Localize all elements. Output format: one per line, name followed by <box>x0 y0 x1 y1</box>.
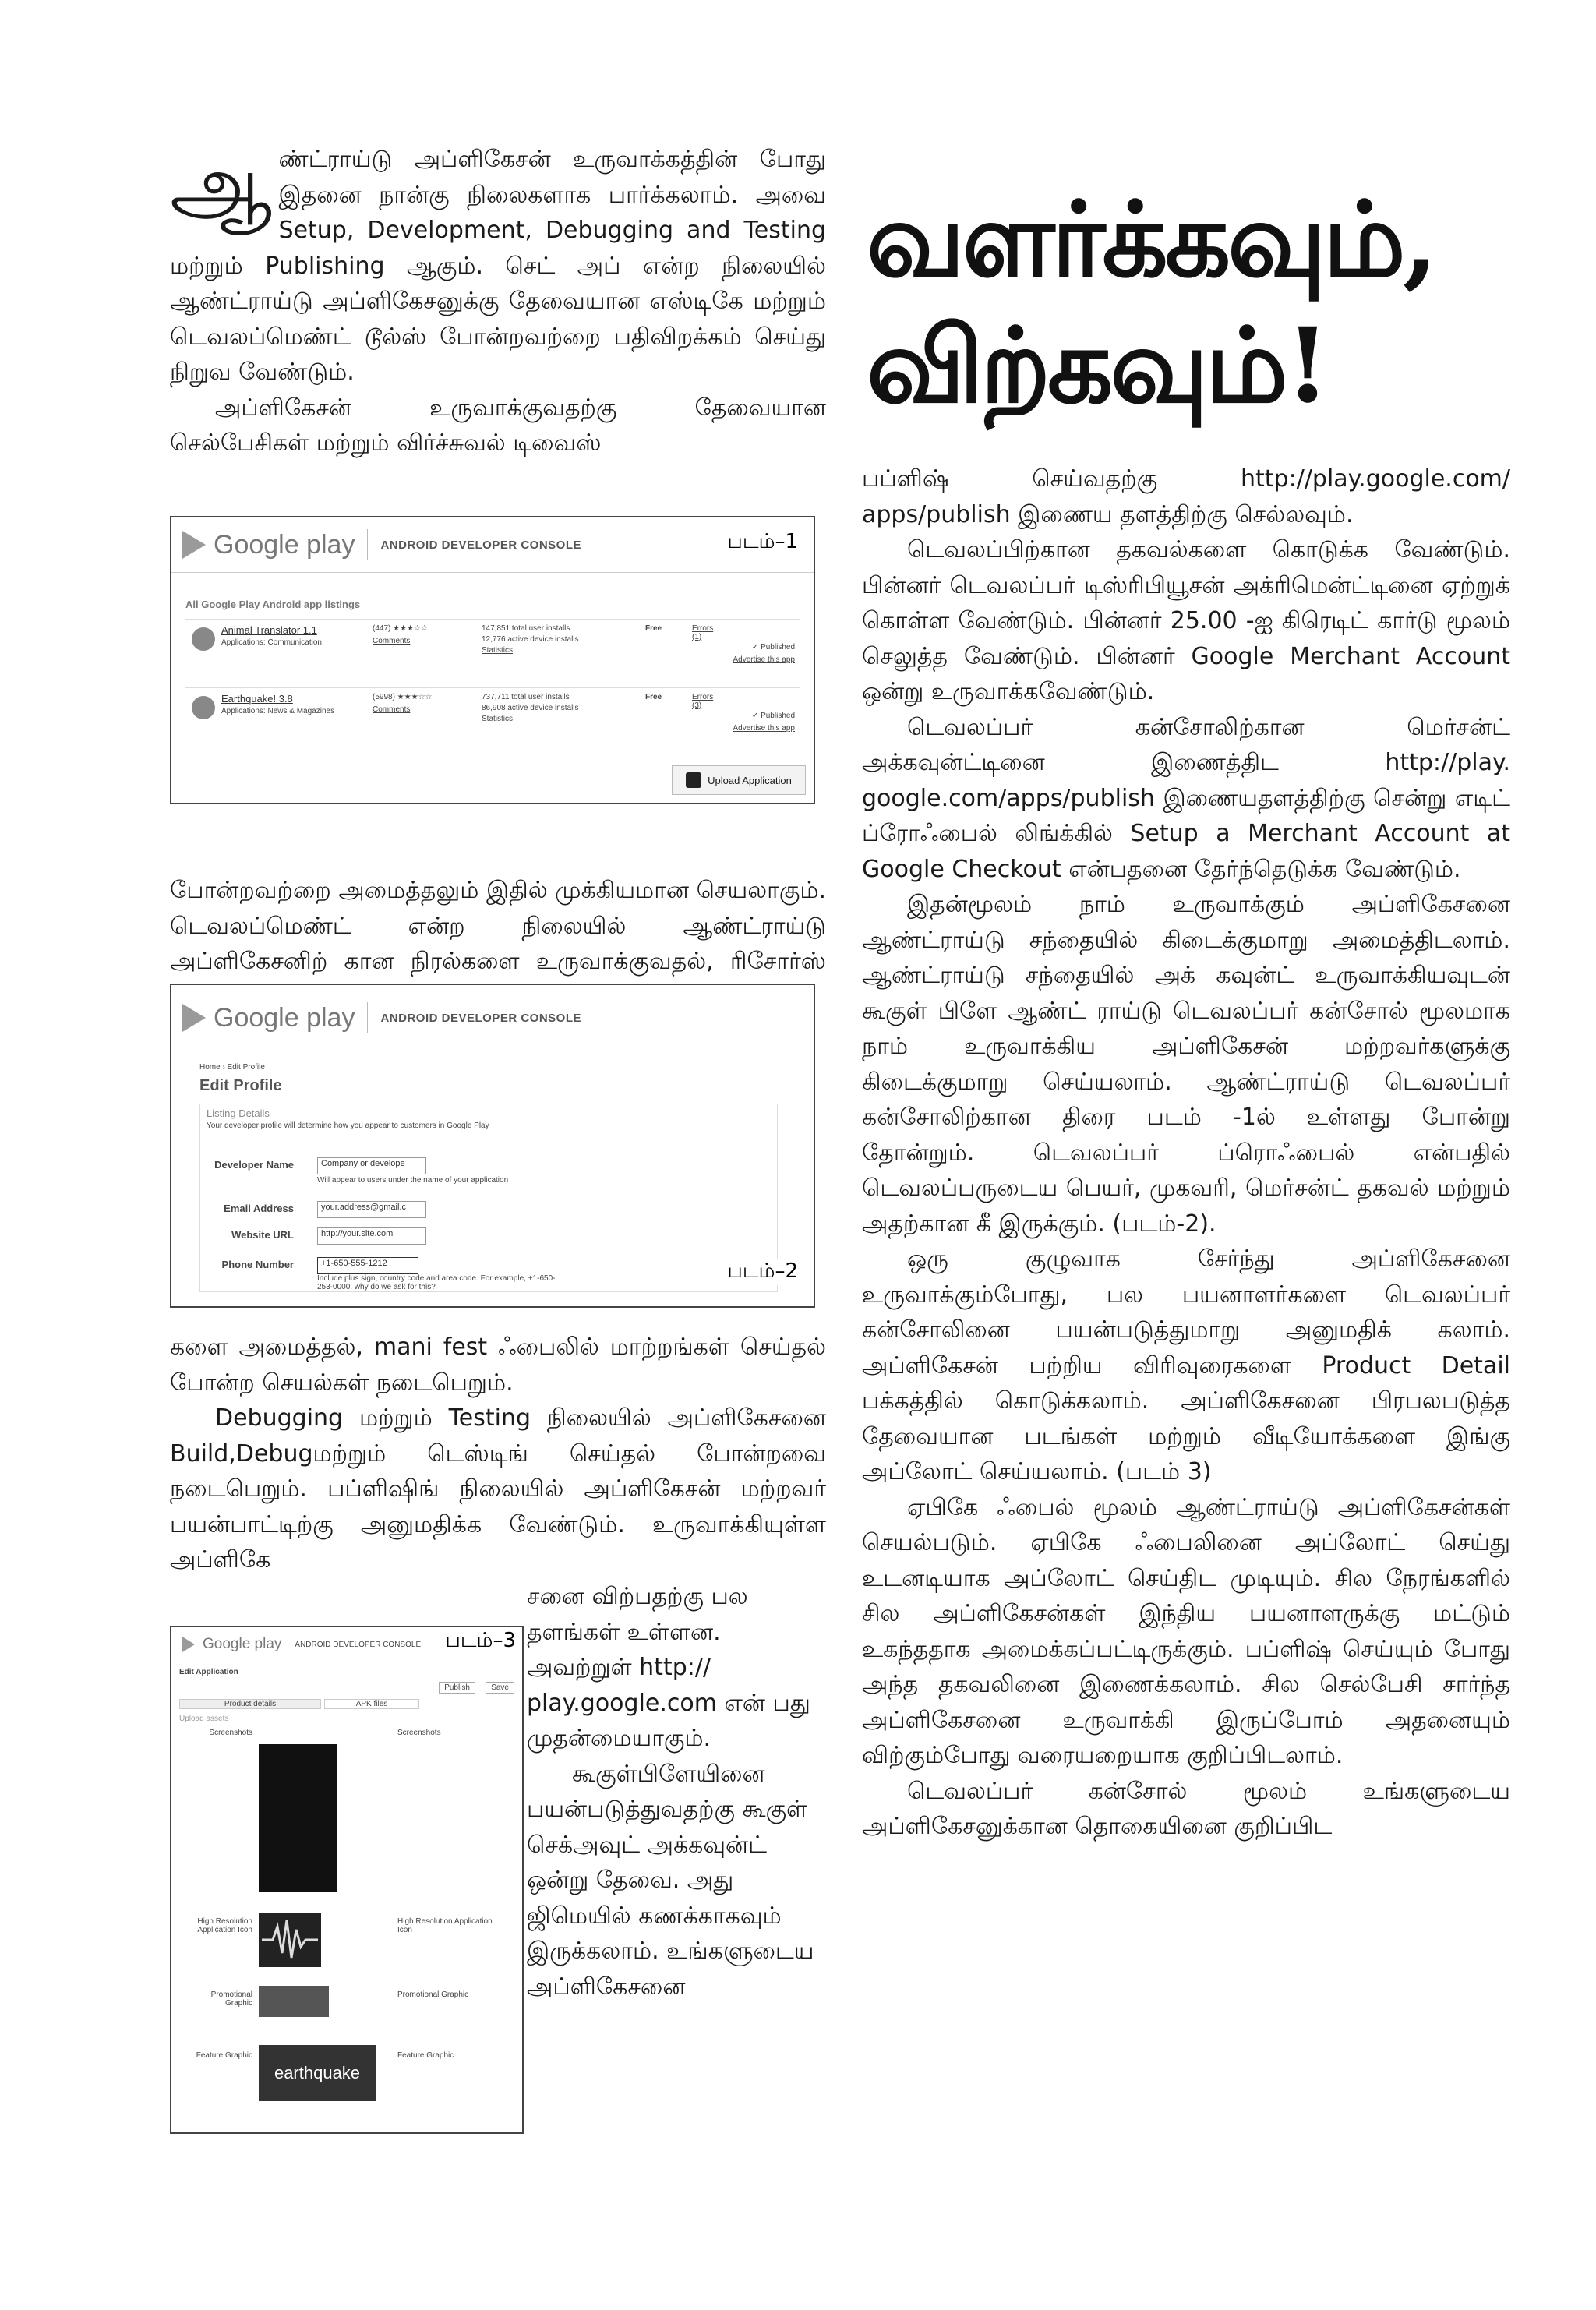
errors-link[interactable]: Errors (1) <box>692 624 714 641</box>
listings-heading: All Google Play Android app listings <box>185 599 361 610</box>
right-column <box>862 461 1510 1845</box>
console-title: ANDROID DEVELOPER CONSOLE <box>295 1640 422 1649</box>
upload-icon <box>686 772 701 788</box>
paragraph-debugging: Debugging மற்றும் Testing நிலையில் அப்ளிகேசனை Build,Debugமற்றும் டெஸ்டிங் செய்தல் போன்றவை நடைபெறும். பப்ளிஷிங் நிலையில் அப்ளிகேசன் மற்றவர் பயன்பாட்டிற்கு அனுமதிக்க வேண்டும். உருவாக்கியுள்ள அப்ளிகே <box>170 1404 826 1574</box>
statistics-link[interactable]: Statistics <box>482 646 514 655</box>
publish-button[interactable]: Publish <box>439 1682 475 1694</box>
paragraph-manifest: களை அமைத்தல், mani fest ஃபைலில் மாற்றங்கள் செய்தல் போன்ற செயல்கள் நடைபெறும். <box>170 1333 826 1397</box>
promo-graphic-thumbnail[interactable] <box>259 1986 329 2017</box>
phone-field[interactable]: +1-650-555-1212 <box>317 1257 418 1274</box>
comments-link[interactable]: Comments <box>373 637 411 645</box>
app-row[interactable]: Earthquake! 3.8 Applications: News & Magazines (5998) ★★★☆☆ Comments 737,711 total user installs 86,908 active device installs Statistics Free Errors (3) ✓ Published Advertise this app <box>185 687 800 746</box>
developer-name-field[interactable]: Company or develope <box>317 1157 426 1174</box>
paragraph-apk: ஏபிகே ஃபைல் மூலம் ஆண்ட்ராய்டு அப்ளிகேசன்கள் செயல்படும். ஏபிகே ஃபைலினை அப்லோட் செய்து உடனடியாக அப்லோட் செய்திட முடியும். சில நேரங்களில் சில அப்ளிகேசன்கள் இந்திய பயனாளருக்கு மட்டும் உகந்ததாக அமைக்கப்பட்டிருக்கும். பப்ளிஷ் செய்யும் போது அந்த தகவலினை இணைக்கலாம். சில செல்பேசி சார்ந்த அப்ளிகேசனை உருவாக்கி இருப்போம் அதனையும் விற்கும்போது வரையறையாக குறிப்பிடலாம். <box>862 1493 1510 1769</box>
google-play-logo: Google play <box>182 530 355 560</box>
tab-apk-files[interactable]: APK files <box>324 1699 419 1709</box>
app-icon <box>192 696 215 719</box>
save-button[interactable]: Save <box>486 1682 514 1694</box>
email-field[interactable]: your.address@gmail.c <box>317 1201 426 1218</box>
advertise-link[interactable]: Advertise this app <box>733 655 795 664</box>
paragraph-marketplaces: சனை விற்பதற்கு பல தளங்கள் உள்ளன. அவற்றுள் http:// play.google.com என் பது முதன்மையாகும். <box>527 1583 810 1752</box>
app-name-link[interactable]: Earthquake! 3.8 <box>221 693 293 705</box>
tab-product-details[interactable]: Product details <box>179 1699 321 1709</box>
play-triangle-icon <box>182 531 206 559</box>
headline-line-2: விற்கவும்! <box>867 306 1327 426</box>
app-name-link[interactable]: Animal Translator 1.1 <box>221 624 317 636</box>
console-title: ANDROID DEVELOPER CONSOLE <box>380 538 581 552</box>
fig2-header <box>171 985 814 1051</box>
play-triangle-icon <box>182 1004 206 1032</box>
left-column-narrow <box>527 1579 826 2004</box>
high-res-icon-thumbnail[interactable] <box>259 1913 321 1967</box>
website-field[interactable]: http://your.site.com <box>317 1227 426 1245</box>
upload-application-button[interactable]: Upload Application <box>672 765 806 795</box>
console-title: ANDROID DEVELOPER CONSOLE <box>380 1011 581 1025</box>
paragraph-publish-url: பப்ளிஷ் செய்வதற்கு http://play.google.com/ apps/publish இணைய தளத்திற்கு செல்லவும். <box>862 465 1510 528</box>
feature-graphic-thumbnail[interactable]: earthquake <box>259 2045 376 2101</box>
figure-3-label: படம்–3 <box>445 1629 516 1655</box>
paragraph-merchant: டெவலப்பர் கன்சோலிற்கான மெர்சன்ட் அக்கவுன்ட்டினை இணைத்திட http://play. google.com/apps/publish இணையதளத்திற்கு சென்று எடிட் ப்ரோஃபைல் லிங்க்கில் Setup a Merchant Account at Google Checkout என்பதனை தேர்ந்தெடுக்க வேண்டும். <box>862 713 1510 883</box>
drop-cap: ஆ <box>170 136 273 231</box>
headline-line-1: வளர்க்கவும், <box>867 179 1435 300</box>
figure-2-edit-profile <box>170 984 815 1308</box>
paragraph-market: இதன்மூலம் நாம் உருவாக்கும் அப்ளிகேசனை ஆண்ட்ராய்டு சந்தையில் கிடைக்குமாறு அமைத்திடலாம். ஆண்ட்ராய்டு சந்தையில் அக் கவுன்ட் உருவாக்கியவுடன் கூகுள் பிளே ஆண்ட் ராய்டு டெவலப்பர் கன்சோல் மூலமாக நாம் உருவாக்கிய அப்ளிகேசன் மற்றவர்களுக்கு கிடைக்குமாறு செய்யலாம். ஆண்ட்ராய்டு டெவலப்பர் கன்சோலிற்கான திரை படம் -1ல் உள்ளது போன்று தோன்றும். டெவலப்பர் ப்ரொஃபைல் என்பதில் டெவலப்பருடைய பெயர், முகவரி, மெர்சன்ட் தகவல் மற்றும் அதற்கான கீ இருக்கும். (படம்-2). <box>862 891 1510 1238</box>
play-triangle-icon <box>182 1637 195 1652</box>
google-play-logo: Google play <box>182 1636 281 1653</box>
figure-1-label: படம்–1 <box>727 530 798 556</box>
left-column-bottom <box>170 1330 826 1578</box>
listing-details-panel: Listing Details Your developer profile will determine how you appear to customers in Google Play Developer Name Company or develope Will appear to users under the name of your application Email Address your.address@gmail.c Website URL http://your.site.com Phone Number +1-650-555-1212 Include plus sign, country code and area code. For example, +1-650-253-0000. why do we ask for this? <box>200 1104 778 1292</box>
comments-link[interactable]: Comments <box>373 705 411 714</box>
paragraph-registration: டெவலப்பிற்கான தகவல்களை கொடுக்க வேண்டும். பின்னர் டெவலப்பர் டிஸ்ரிபியூசன் அக்ரிமென்ட்டினை ஏற்றுக் கொள்ள வேண்டும். பின்னர் 25.00 -ஐ கிரெடிட் கார்டு மூலம் செலுத்த வேண்டும். பின்னர் Google Merchant Account ஒன்று உருவாக்கவேண்டும். <box>862 536 1510 705</box>
errors-link[interactable]: Errors (3) <box>692 693 714 710</box>
figure-2-label: படம்–2 <box>727 1259 798 1285</box>
figure-1-developer-console <box>170 516 815 804</box>
google-play-logo: Google play <box>182 1003 355 1033</box>
paragraph-pricing: டெவலப்பர் கன்சோல் மூலம் உங்களுடைய அப்ளிகேசனுக்கான தொகையினை குறிப்பிட <box>862 1777 1510 1840</box>
app-row[interactable]: Animal Translator 1.1 Applications: Communication (447) ★★★☆☆ Comments 147,851 total user installs 12,776 active device installs Statistics Free Errors (1) ✓ Published Advertise this app <box>185 619 800 677</box>
edit-application-title: Edit Application <box>179 1668 238 1676</box>
fig1-header <box>171 517 814 573</box>
intro-paragraph: ண்ட்ராய்டு அப்ளிகேசன் உருவாக்கத்தின் போது இதனை நான்கு நிலைகளாக பார்க்கலாம். அவை Setup, Development, Debugging and Testing மற்றும் Publishing ஆகும். செட் அப் என்ற நிலையில் ஆண்ட்ராய்டு அப்ளிகேசனுக்கு தேவையான எஸ்டிகே மற்றும் டெவலப்மெண்ட் டூல்ஸ் போன்றவற்றை பதிவிறக்கம் செய்து நிறுவ வேண்டும். <box>170 146 826 386</box>
breadcrumb[interactable]: Home › Edit Profile <box>200 1063 265 1072</box>
statistics-link[interactable]: Statistics <box>482 715 514 723</box>
left-column-intro <box>170 136 826 461</box>
screenshot-thumbnail[interactable] <box>259 1744 337 1892</box>
published-status: ✓ Published <box>751 643 795 652</box>
advertise-link[interactable]: Advertise this app <box>733 724 795 733</box>
waveform-icon <box>259 1913 321 1967</box>
paragraph-team: ஒரு குழுவாக சேர்ந்து அப்ளிகேசனை உருவாக்கும்போது, பல பயனாளர்களை டெவலப்பர் கன்சோலினை பயன்படுத்துமாறு அனுமதிக் கலாம். அப்ளிகேசன் பற்றிய விரிவுரைகளை Product Detail பக்கத்தில் கொடுக்கலாம். அப்ளிகேசனை பிரபலபடுத்த தேவையான படங்கள் மற்றும் வீடியோக்களை இங்கு அப்லோட் செய்யலாம். (படம் 3) <box>862 1245 1510 1485</box>
paragraph-checkout: கூகுள்பிளேயினை பயன்படுத்துவதற்கு கூகுள் செக்அவுட் அக்கவுன்ட் ஒன்று தேவை. அது ஜிமெயில் கணக்காகவும் இருக்கலாம். உங்களுடைய அப்ளிகேசனை <box>527 1760 814 2001</box>
figure-3-edit-application: Google play ANDROID DEVELOPER CONSOLE படம்–3 Edit Application Publish Save Product details APK files Upload assets Screenshots Screenshots High Resolution Application Icon High Resolution Application Icon Promotional Graphic Promotional Graphic Feature Graphic earthquake Feature Graphic <box>170 1626 524 2134</box>
page-title: Edit Profile <box>200 1077 282 1094</box>
paragraph-devices: அப்ளிகேசன் உருவாக்குவதற்கு தேவையான செல்பேசிகள் மற்றும் விர்ச்சுவல் டிவைஸ் <box>170 394 826 457</box>
app-icon <box>192 627 215 651</box>
paragraph-development: போன்றவற்றை அமைத்தலும் இதில் முக்கியமான செயலாகும். டெவலப்மெண்ட் என்ற நிலையில் ஆண்ட்ராய்டு அப்ளிகேசனிற் கான நிரல்களை உருவாக்குவதல், ரிசோர்ஸ் <box>170 877 826 975</box>
published-status: ✓ Published <box>751 712 795 720</box>
